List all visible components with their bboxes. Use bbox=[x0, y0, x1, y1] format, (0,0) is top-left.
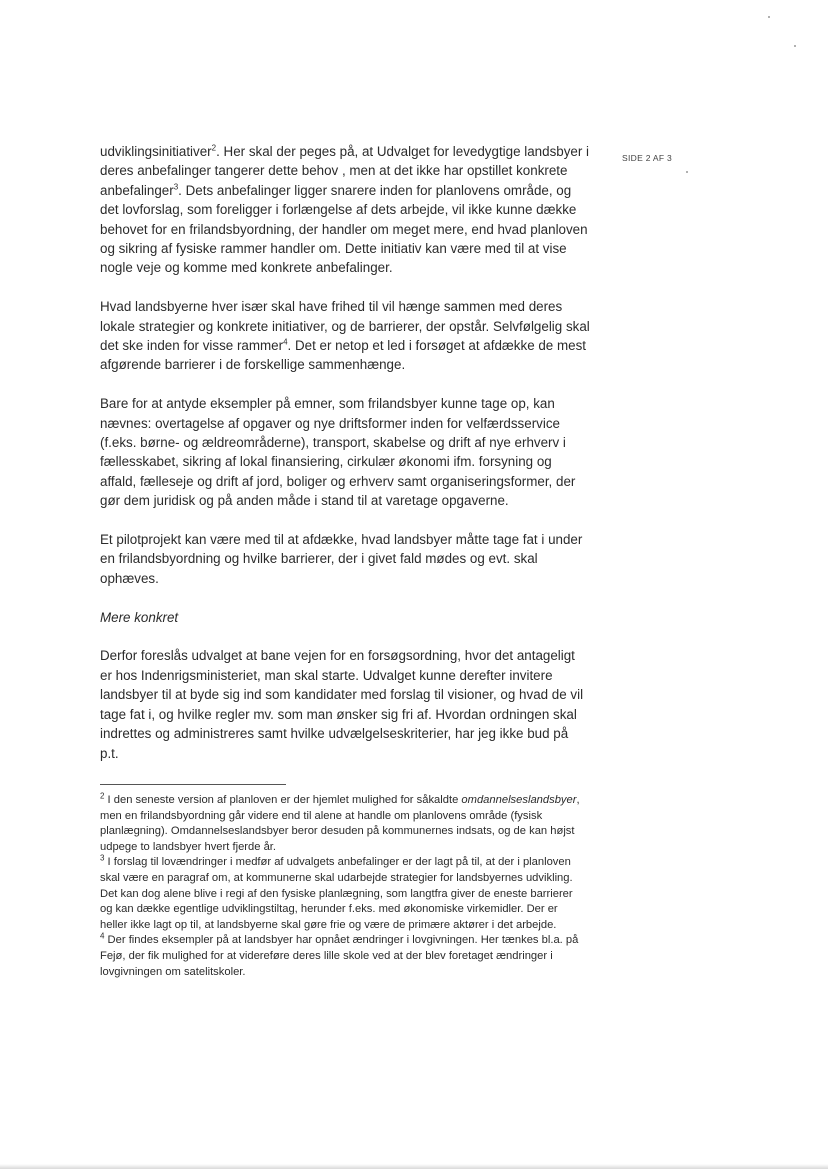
text-run: . Det er netop et led i forsøget at afdække de mest afgørende barrierer i de forskellige sammenhænge. bbox=[100, 338, 586, 373]
text-run: Derfor foreslås udvalget at bane vejen for en forsøgsordning, hvor det antageligt er hos Indenrigsministeriet, man skal starte. Udvalget kunne derefter invitere landsbyer til at byde sig ind som kandidater med forslag til visioner, og hvad de vil tage fat i, og hvilke regler mv. som man ønsker sig fri af. Hvordan ordningen skal indrettes og administreres samt hvilke udvælgelseskriterier, har jeg ikke bud på p.t. bbox=[100, 648, 584, 761]
section-heading bbox=[100, 608, 590, 627]
paragraph bbox=[100, 142, 590, 278]
paragraph bbox=[100, 530, 590, 588]
footnote-reference: 4 bbox=[283, 337, 288, 347]
emphasized-text: omdannelseslandsbyer bbox=[461, 794, 577, 806]
footnote-reference: 4 bbox=[100, 931, 105, 941]
text-run: Hvad landsbyerne hver især skal have frihed til vil hænge sammen med deres lokale strategier og konkrete initiativer, og de barrierer, der opstår. Selvfølgelig skal det ske inden for visse rammer bbox=[100, 299, 590, 354]
footnote-reference: 2 bbox=[211, 143, 217, 153]
text-run: I forslag til lovændringer i medfør af udvalgets anbefalinger er der lagt på til, at der i planloven skal være en paragraf om, at kommunerne skal udarbejde strategier for landsbyernes udvikling. Det kan dog alene blive i regi af den fysiske planlægning, som langtfra giver de eneste barrierer og kan dække egentlige udviklingstiltag, herunder f.eks. med økonomiske virkemidler. Der er heller ikke lagt op til, at landsbyerne skal gøre frie og være de primære aktører i det arbejde. bbox=[100, 856, 573, 931]
text-run: Mere konkret bbox=[100, 609, 179, 625]
text-run: Et pilotprojekt kan være med til at afdække, hvad landsbyer måtte tage fat i under en frilandsbyordning og hvilke barrierer, der i givet fald mødes og evt. skal ophæves. bbox=[100, 532, 583, 586]
body-text bbox=[100, 142, 590, 782]
footnote-divider bbox=[100, 784, 286, 785]
scan-speck bbox=[794, 45, 796, 47]
text-run: Der findes eksempler på at landsbyer har opnået ændringer i lovgivningen. Her tænkes bl.a. på Fejø, der fik mulighed for at videreføre deres lille skole ved at der blev foretaget ændringer i lovgivningen om satelitskoler. bbox=[100, 934, 579, 978]
scan-bottom-edge bbox=[0, 1164, 828, 1169]
footnote bbox=[100, 933, 588, 980]
text-run: . Dets anbefalinger ligger snarere inden for planlovens område, og det lovforslag, som foreligger i forlængelse af dets arbejde, vil ikke kunne dække behovet for en frilandsbyordning, der handler om meget mere, end hvad planloven og sikring af fysiske rammer handler om. Dette initiativ kan være med til at vise nogle veje og komme med konkrete anbefalinger. bbox=[100, 182, 588, 276]
footnote-reference: 2 bbox=[100, 791, 105, 801]
text-run: , men en frilandsbyordning går videre end til alene at handle om planlovens område (fysisk planlægning). Omdannelseslandsbyer beror desuden på kommunernes indsats, og de kan højst udpege to landsbyer hvert fjerde år. bbox=[100, 794, 580, 853]
footnote-reference: 3 bbox=[173, 182, 179, 192]
text-run: I den seneste version af planloven er der hjemlet mulighed for såkaldte bbox=[104, 794, 462, 806]
text-run: udviklingsinitiativer bbox=[100, 144, 212, 159]
paragraph bbox=[100, 394, 590, 510]
scan-speck bbox=[686, 171, 688, 173]
paragraph bbox=[100, 646, 590, 762]
footnote bbox=[100, 793, 588, 855]
footnote bbox=[100, 855, 588, 933]
text-run: Bare for at antyde eksempler på emner, som frilandsbyer kunne tage op, kan nævnes: overtagelse af opgaver og nye driftsformer inden for velfærdsservice (f.eks. børne- og ældreområderne), transport, skabelse og drift af nye erhverv i fællesskabet, sikring af lokal finansiering, cirkulær økonomi ifm. forsyning og affald, fælleseje og drift af jord, boliger og erhverv samt organiseringsformer, der gør dem juridisk og på anden måde i stand til at varetage opgaverne. bbox=[100, 396, 576, 509]
text-run: . Her skal der peges på, at Udvalget for levedygtige landsbyer i deres anbefalinger tangerer dette behov , men at det ikke har opstillet konkrete anbefalinger bbox=[100, 144, 590, 198]
scan-speck bbox=[768, 16, 770, 18]
footnote-reference: 3 bbox=[100, 853, 105, 863]
paragraph bbox=[100, 297, 590, 375]
page-number-label: SIDE 2 AF 3 bbox=[622, 153, 673, 163]
footnotes bbox=[100, 793, 588, 980]
